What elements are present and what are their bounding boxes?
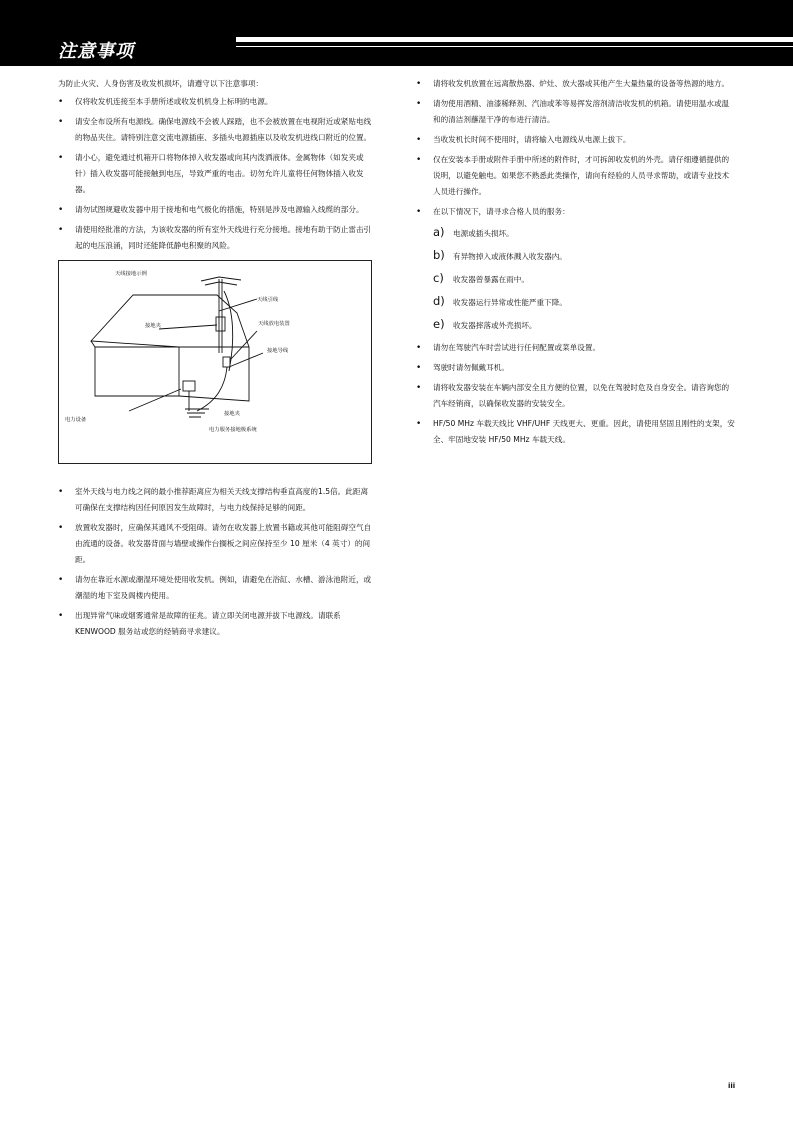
list-item: • 在以下情况下，请寻求合格人员的服务： xyxy=(416,204,736,220)
intro-text: 为防止火灾、人身伤害及收发机损坏，请遵守以下注意事项： xyxy=(58,79,264,88)
list-text: 收发器曾暴露在雨中。 xyxy=(453,275,529,284)
list-item xyxy=(433,293,736,311)
list-item: • 请将收发器安装在车辆内部安全且方便的位置，以免在驾驶时危及自身安全。请咨询您的汽车经销商，以确保收发器的安装安全。 xyxy=(416,380,736,412)
list-item: • 请勿在靠近水源或潮湿环境处使用收发机。例如，请避免在浴缸、水槽、游泳池附近，或潮湿的地下室及阁楼内使用。 xyxy=(58,572,372,604)
list-item: • 请小心，避免通过机箱开口将物体掉入收发器或向其内泼洒液体。金属物体（如发夹或针）插入收发器可能接触到电压，导致严重的电击。切勿允许儿童将任何物体插入收发器。 xyxy=(58,150,372,198)
list-item: • 请安全布设所有电源线。确保电源线不会被人踩踏，也不会被放置在电视附近或紧贴电线的物品夹住。请特别注意交流电源插座、多插头电源插座以及收发机进线口附近的位置。 xyxy=(58,114,372,146)
list-item: • 仅将收发机连接至本手册所述或收发机机身上标明的电源。 xyxy=(58,94,372,110)
bullet-list-top xyxy=(58,94,372,254)
list-item: • 当收发机长时间不使用时，请将输入电源线从电源上拔下。 xyxy=(416,132,736,148)
page-title: 注意事项 xyxy=(58,41,134,62)
list-letter: c) xyxy=(433,271,444,285)
service-conditions-list xyxy=(416,224,736,334)
list-text: 电源或插头损坏。 xyxy=(453,229,514,238)
right-column xyxy=(416,76,736,452)
list-item: • 请使用经批准的方法，为该收发器的所有室外天线进行充分接地。接地有助于防止雷击引起的电压浪涌，同时还能降低静电积聚的风险。 xyxy=(58,222,372,254)
list-item: • 请勿试图规避收发器中用于接地和电气极化的措施，特别是涉及电源输入线缆的部分。 xyxy=(58,202,372,218)
label-discharge-unit: 天线放电装置 xyxy=(258,321,290,327)
bullet-list-right-b xyxy=(416,340,736,448)
page-number: iii xyxy=(728,1082,736,1090)
list-letter: a) xyxy=(433,225,445,239)
list-item: • 室外天线与电力线之间的最小推荐距离应为相关天线支撑结构垂直高度的1.5倍。此距离可确保在支撑结构因任何原因发生故障时，与电力线保持足够的间距。 xyxy=(58,484,372,516)
list-letter: d) xyxy=(433,294,445,308)
label-grounding-conductor: 接地导线 xyxy=(267,348,289,354)
label-power-equipment: 电力设备 xyxy=(65,417,87,423)
header-rule xyxy=(236,37,793,42)
list-letter: b) xyxy=(433,248,445,262)
list-item: • 请勿使用酒精、油漆稀释剂、汽油或苯等易挥发溶剂清洁收发机的机箱。请使用温水或温和的清洁剂蘸湿干净的布进行清洁。 xyxy=(416,96,736,128)
label-clamp-bottom: 接地夹 xyxy=(224,411,240,417)
list-text: 收发器运行异常或性能严重下降。 xyxy=(453,298,567,307)
figure-title: 天线接地示例 xyxy=(115,271,147,277)
list-item: • 仅在安装本手册或附件手册中所述的附件时，才可拆卸收发机的外壳。请仔细遵循提供的说明，以避免触电。如果您不熟悉此类操作，请向有经验的人员寻求帮助，或请专业技术人员进行操作。 xyxy=(416,152,736,200)
list-item: • HF/50 MHz 车载天线比 VHF/UHF 天线更大、更重。因此，请使用坚固且刚性的支架，安全、牢固地安装 HF/50 MHz 车载天线。 xyxy=(416,416,736,448)
label-clamp: 接地夹 xyxy=(145,323,161,329)
label-lead-in: 天线引线 xyxy=(257,297,279,303)
list-item xyxy=(433,316,736,334)
list-item xyxy=(433,247,736,265)
list-letter: e) xyxy=(433,317,445,331)
bullet-list-bottom xyxy=(58,484,372,640)
list-item: • 放置收发器时，应确保其通风不受阻碍。请勿在收发器上放置书籍或其他可能阻碍空气自由流通的设备。收发器背面与墙壁或操作台搁板之间应保持至少 10 厘米（4 英寸）的间距。 xyxy=(58,520,372,568)
antenna-grounding-figure xyxy=(58,260,372,464)
bullet-list-right-a xyxy=(416,76,736,220)
list-text: 有异物掉入或液体溅入收发器内。 xyxy=(453,252,567,261)
left-column xyxy=(58,76,372,644)
list-item: • 出现异常气味或烟雾通常是故障的征兆。请立即关闭电源并拔下电源线。请联系 KENWOOD 服务站或您的经销商寻求建议。 xyxy=(58,608,372,640)
label-power-service: 电力服务接地极系统 xyxy=(209,427,257,433)
list-item xyxy=(433,224,736,242)
list-item: • 驾驶时请勿佩戴耳机。 xyxy=(416,360,736,376)
header-rule-thin xyxy=(236,46,793,47)
list-item xyxy=(433,270,736,288)
list-item: • 请勿在驾驶汽车时尝试进行任何配置或菜单设置。 xyxy=(416,340,736,356)
house-diagram-illustration xyxy=(59,261,373,465)
list-item: • 请将收发机放置在远离散热器、炉灶、放大器或其他产生大量热量的设备等热源的地方。 xyxy=(416,76,736,92)
list-text: 收发器摔落或外壳损坏。 xyxy=(453,321,537,330)
